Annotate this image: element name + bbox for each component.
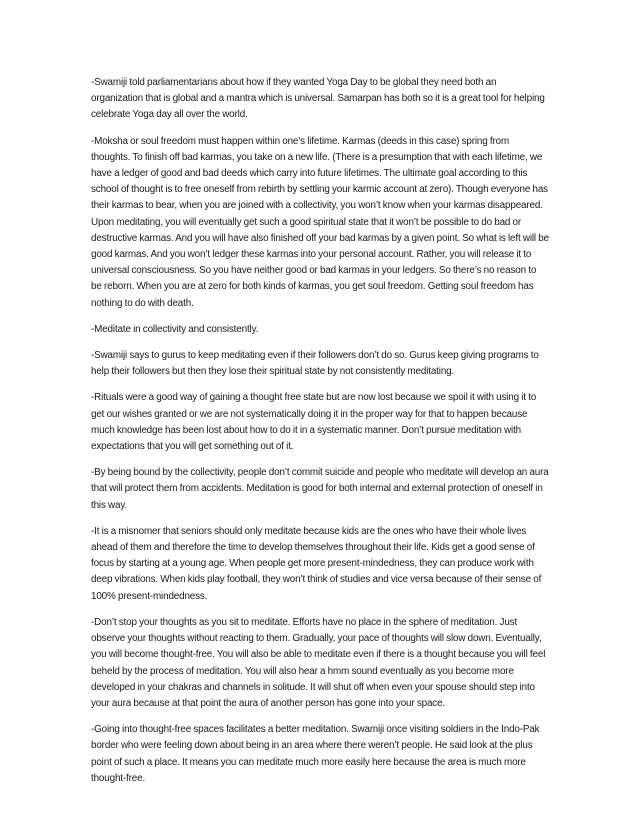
paragraph-thoughts: -Don’t stop your thoughts as you sit to meditate. Efforts have no place in the sphere of meditation. Just observe your thoughts without reacting to them. Gradually, your pace of thoughts will slow down. Eventually, you will become thought-free. You will also be able to meditate even if there is a thought because you will feel beheld by the process of meditation. You will also hear a hmm sound eventually as you become more developed in your chakras and channels in solitude. It will shut off when even your spouse should step into your aura because at that point the aura of another person has gone into your space. xyxy=(91,616,546,709)
paragraph-meditate-collectivity: -Meditate in collectivity and consistently. xyxy=(91,323,259,335)
document-body xyxy=(91,75,549,797)
paragraph-yoga-day: -Swamiji told parliamentarians about how if they wanted Yoga Day to be global they need both an organization that is global and a mantra which is universal. Samarpan has both so it is a great tool for helping celebrate Yoga day all over the world. xyxy=(91,77,545,121)
paragraph-collectivity-protection: -By being bound by the collectivity, people don’t commit suicide and people who meditate will develop an aura that will protect them from accidents. Meditation is good for both internal and external protection of oneself in this way. xyxy=(91,467,549,511)
paragraph-seniors-kids: -It is a misnomer that seniors should only meditate because kids are the ones who have their whole lives ahead of them and therefore the time to develop themselves throughout their life. Kids get a good sense of focus by starting at a young age. When people get more present-mindedness, they can produce work with deep vibrations. When kids play football, they won’t think of studies and vice versa because of their sense of 100% present-mindedness. xyxy=(91,525,542,602)
paragraph-gurus: -Swamiji says to gurus to keep meditating even if their followers don’t do so. Gurus keep giving programs to help their followers but then they lose their spiritual state by not consistently meditating. xyxy=(91,350,539,378)
paragraph-rituals: -Rituals were a good way of gaining a thought free state but are now lost because we spoil it with using it to get our wishes granted or we are not systematically doing it in the proper way for that to happen because much knowledge has been lost about how to do it in a systematic manner. Don’t pursue meditation with expectations that you will get something out of it. xyxy=(91,392,537,453)
paragraph-moksha-karmas: -Moksha or soul freedom must happen within one’s lifetime. Karmas (deeds in this case) spring from thoughts. To finish off bad karmas, you take on a new life. (There is a presumption that with each lifetime, we have a ledger of good and bad deeds which carry into future lifetimes. The ultimate goal according to this school of thought is to free oneself from rebirth by settling your karmic account at zero). Though everyone has their karmas to bear, when you are joined with a collectivity, you won’t know when your karmas disappeared. Upon meditating, you will eventually get such a good spiritual state that it won’t be possible to do bad or destructive karmas. And you will have also finished off your bad karmas by a given point. So what is left will be good karmas. And you won’t ledger these karmas into your personal account. Rather, you will release it to universal consciousness. So you have neither good or bad karmas in your ledgers. So there’s no reason to be reborn. When you are at zero for both kinds of karmas, you get soul freedom. Getting soul freedom has nothing to do with death. xyxy=(91,135,549,309)
paragraph-thought-free-spaces: -Going into thought-free spaces facilitates a better meditation. Swamiji once visiting soldiers in the Indo-Pak border who were feeling down about being in an area where there weren’t people. He said look at the plus point of such a place. It means you can meditate much more easily here because the area is much more thought-free. xyxy=(91,724,540,784)
